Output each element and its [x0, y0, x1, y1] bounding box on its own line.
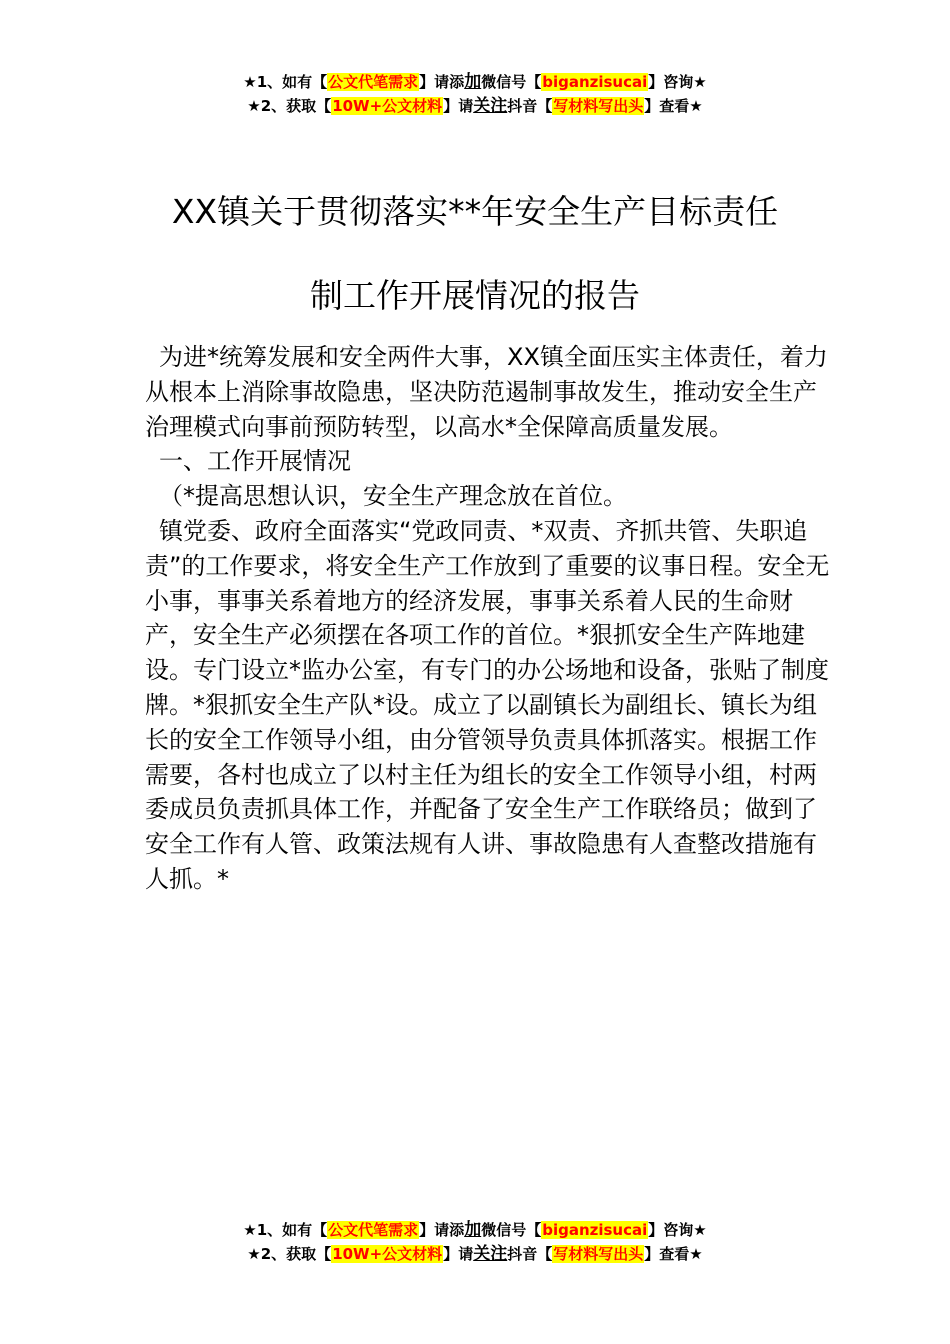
subsection-heading: （*提高思想认识，安全生产理念放在首位。 [159, 482, 627, 511]
banner-text: 抖音【 [507, 97, 553, 115]
banner-text-underlined: 关注 [473, 1244, 508, 1264]
intro-paragraph: 为进*统筹发展和安全两件大事，XX镇全面压实主体责任，着力从根本上消除事故隐患，坚决防范遏制事故发生，推动安全生产治理模式向事前预防转型，以高水*全保障高质量发展。 [145, 343, 828, 441]
banner-text: 微信号【 [481, 1221, 542, 1239]
highlight-materials: 10W+公文材料 [332, 97, 443, 115]
banner-line-1 [0, 1218, 950, 1242]
banner-text: 】查看★ [644, 97, 703, 115]
banner-line-2 [0, 94, 950, 118]
banner-text: ★2、获取【 [247, 97, 332, 115]
banner-text: 】咨询★ [648, 1221, 707, 1239]
banner-text-underlined: 加 [464, 72, 482, 92]
banner-text: 抖音【 [507, 1245, 553, 1263]
title-line-2: 制工作开展情况的报告 [310, 276, 640, 315]
banner-text: 微信号【 [481, 73, 542, 91]
banner-text: 】咨询★ [648, 73, 707, 91]
highlight-douyin-id: 写材料写出头 [553, 97, 644, 115]
highlight-service: 公文代笔需求 [328, 73, 419, 91]
banner-text-underlined: 关注 [473, 96, 508, 116]
banner-line-1 [0, 70, 950, 94]
section-heading: 一、工作开展情况 [159, 447, 351, 476]
banner-text-underlined: 加 [464, 1220, 482, 1240]
body-paragraph: 镇党委、政府全面落实“党政同责、*双责、齐抓共管、失职追责”的工作要求，将安全生产工作放到了重要的议事日程。安全无小事，事事关系着地方的经济发展，事事关系着人民的生命财产，安全生产必须摆在各项工作的首位。*狠抓安全生产阵地建设。专门设立*监办公室，有专门的办公场地和设备，张贴了制度牌。*狠抓安全生产队*设。成立了以副镇长为副组长、镇长为组长的安全工作领导小组，由分管领导负责具体抓落实。根据工作需要，各村也成立了以村主任为组长的安全工作领导小组，村两委成员负责抓具体工作，并配备了安全生产工作联络员；做到了安全工作有人管、政策法规有人讲、事故隐患有人查整改措施有人抓。* [145, 516, 830, 893]
highlight-douyin-id: 写材料写出头 [553, 1245, 644, 1263]
highlight-wechat-id: biganzisucai [542, 73, 648, 91]
header-banner [0, 70, 950, 118]
document-body [145, 340, 835, 897]
banner-text: 】查看★ [644, 1245, 703, 1263]
banner-text: 】请 [443, 97, 474, 115]
highlight-materials: 10W+公文材料 [332, 1245, 443, 1263]
banner-text: ★1、如有【 [243, 1221, 328, 1239]
banner-text: ★1、如有【 [243, 73, 328, 91]
banner-text: ★2、获取【 [247, 1245, 332, 1263]
banner-line-2 [0, 1242, 950, 1266]
title-line-1: XX镇关于贯彻落实**年安全生产目标责任 [171, 192, 779, 231]
banner-text: 】请 [443, 1245, 474, 1263]
highlight-service: 公文代笔需求 [328, 1221, 419, 1239]
banner-text: 】请添 [419, 1221, 465, 1239]
document-title [0, 170, 950, 338]
highlight-wechat-id: biganzisucai [542, 1221, 648, 1239]
banner-text: 】请添 [419, 73, 465, 91]
footer-banner [0, 1218, 950, 1266]
